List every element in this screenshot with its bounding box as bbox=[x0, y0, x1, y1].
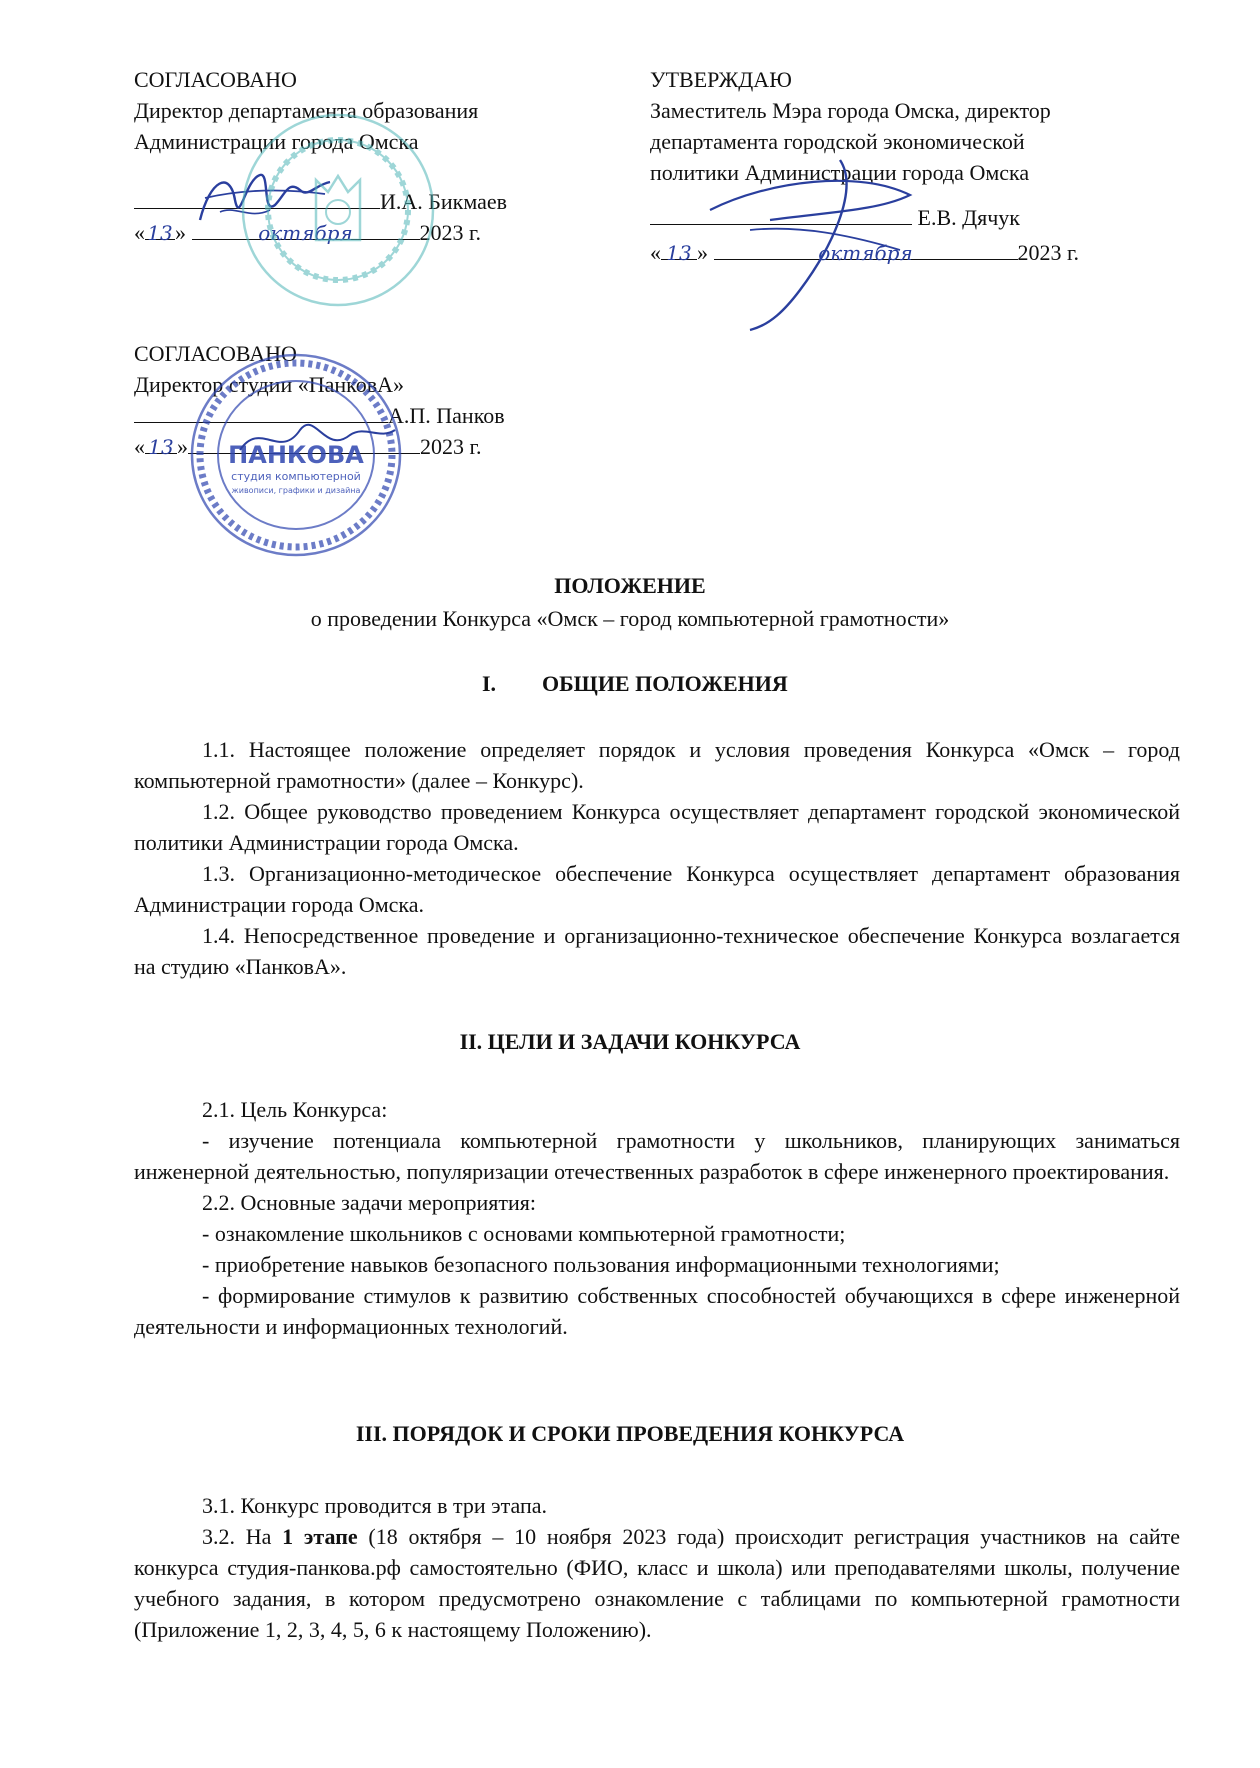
paragraph: 1.2. Общее руководство проведением Конкурса осуществляет департамент городской экономической политики Администрации города Омска. bbox=[134, 799, 1180, 855]
signature-line bbox=[650, 202, 1120, 233]
date-line: « 13 » октября 2023 г. bbox=[134, 217, 554, 248]
studio-seal-text: ПАНКОВА студия компьютерной живописи, графики и дизайна bbox=[228, 441, 364, 495]
list-item: - формирование стимулов к развитию собственных способностей обучающихся в сфере инженерной деятельности и информационных технологий. bbox=[134, 1283, 1180, 1339]
list-item: - приобретение навыков безопасного пользования информационными технологиями; bbox=[202, 1252, 1000, 1277]
paragraph: 1.3. Организационно-методическое обеспечение Конкурса осуществляет департамент образования Администрации города Омска. bbox=[134, 861, 1180, 917]
paragraph: 1.4. Непосредственное проведение и организационно-техническое обеспечение Конкурса возлагается на студию «ПанковА». bbox=[134, 923, 1180, 979]
date-year: 2023 г. bbox=[420, 434, 482, 459]
handwritten-day: 13 bbox=[147, 221, 173, 245]
approval-title: УТВЕРЖДАЮ bbox=[650, 67, 792, 92]
date-year: 2023 г. bbox=[419, 220, 482, 245]
approval-title: СОГЛАСОВАНО bbox=[134, 341, 297, 366]
paragraph: - изучение потенциала компьютерной грамотности у школьников, планирующих заниматься инженерной деятельностью, популяризации отечественных разработок в сфере инженерного проектирования. bbox=[134, 1128, 1180, 1184]
signer-name: А.П. Панков bbox=[388, 403, 505, 428]
approval-block-education bbox=[134, 64, 554, 248]
approval-role: Директор департамента образования bbox=[134, 98, 479, 123]
list-item: - ознакомление школьников с основами компьютерной грамотности; bbox=[202, 1221, 846, 1246]
signer-name: Е.В. Дячук bbox=[917, 205, 1020, 230]
approval-title: СОГЛАСОВАНО bbox=[134, 67, 297, 92]
paragraph: 1.1. Настоящее положение определяет порядок и условия проведения Конкурса «Омск – город компьютерной грамотности» (далее – Конкурс). bbox=[134, 737, 1180, 793]
handwritten-month: октября bbox=[818, 241, 913, 265]
date-line: « 13 » 2023 г. bbox=[134, 431, 554, 462]
paragraph: 3.2. На 1 этапе (18 октября – 10 ноября 2023 года) происходит регистрация участников на сайте конкурса студия-панкова.рф самостоятельно (ФИО, класс и школа) или преподавателями школы, получение учебного задания, в котором предусмотрено ознакомление с таблицами по компьютерной грамотности (Приложение 1, 2, 3, 4, 5, 6 к настоящему Положению). bbox=[134, 1524, 1180, 1642]
approval-block-studio bbox=[134, 338, 554, 462]
signature-line bbox=[134, 186, 554, 217]
paragraph: 2.2. Основные задачи мероприятия: bbox=[202, 1190, 536, 1215]
paragraph: 2.1. Цель Конкурса: bbox=[202, 1097, 388, 1122]
approval-block-approve bbox=[650, 64, 1120, 268]
approval-role: департамента городской экономической bbox=[650, 129, 1025, 154]
date-year: 2023 г. bbox=[1017, 240, 1080, 265]
handwritten-day: 13 bbox=[666, 241, 692, 265]
paragraph: 3.1. Конкурс проводится в три этапа. bbox=[202, 1493, 547, 1518]
signature-line bbox=[134, 400, 554, 431]
section-heading: II. ЦЕЛИ И ЗАДАЧИ КОНКУРСА bbox=[459, 1029, 801, 1054]
approval-role: Директор студии «ПанковА» bbox=[134, 372, 404, 397]
signer-name: И.А. Бикмаев bbox=[380, 189, 508, 214]
section-2-body bbox=[134, 1094, 1180, 1342]
section-3-body bbox=[134, 1490, 1180, 1645]
approval-role: Заместитель Мэра города Омска, директор bbox=[650, 98, 1051, 123]
document-title: ПОЛОЖЕНИЕ bbox=[554, 573, 706, 598]
date-line: « 13 » октября 2023 г. bbox=[650, 237, 1120, 268]
section-heading: ОБЩИЕ ПОЛОЖЕНИЯ bbox=[542, 671, 788, 696]
section-number: I. bbox=[482, 671, 497, 696]
section-1-body bbox=[134, 734, 1180, 982]
section-heading: III. ПОРЯДОК И СРОКИ ПРОВЕДЕНИЯ КОНКУРСА bbox=[355, 1421, 905, 1446]
approval-role: политики Администрации города Омска bbox=[650, 160, 1030, 185]
handwritten-month: октября bbox=[258, 221, 353, 245]
document-subtitle: о проведении Конкурса «Омск – город компьютерной грамотности» bbox=[310, 606, 950, 631]
approval-role: Администрации города Омска bbox=[134, 129, 419, 154]
handwritten-day: 13 bbox=[148, 435, 174, 459]
